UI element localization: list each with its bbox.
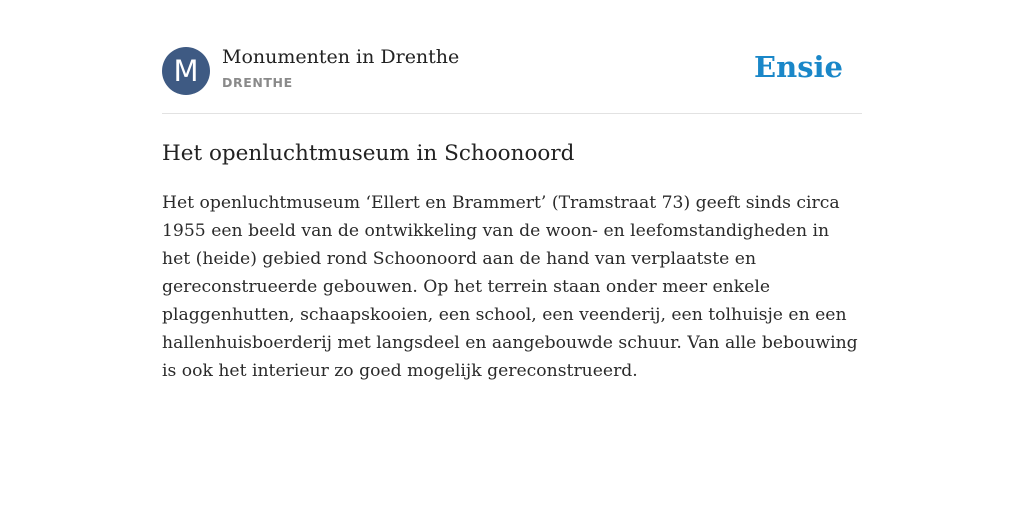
article-title: Het openluchtmuseum in Schoonoord xyxy=(162,141,575,166)
author-avatar[interactable]: M xyxy=(162,47,210,95)
article-card xyxy=(162,46,862,385)
ensie-logo[interactable]: Ensie xyxy=(754,50,843,84)
region-label[interactable]: DRENTHE xyxy=(222,75,293,90)
article-body: Het openluchtmuseum ‘Ellert en Brammert’ (Tramstraat 73) geeft sinds circa 1955 een beeld van de ontwikkeling van de woon- en leefomstandigheden in het (heide) gebied rond Schoonoord aan de hand van verplaatste en gereconstrueerde gebouwen. Op het terrein staan onder meer enkele plaggenhutten, schaapskooien, een school, een veenderij, een tolhuisje en een hallenhuisboerderij met langsdeel en aangebouwde schuur. Van alle bebouwing is ook het interieur zo goed mogelijk gereconstrueerd. xyxy=(162,193,858,381)
author-name[interactable]: Monumenten in Drenthe xyxy=(222,46,460,68)
article-header xyxy=(162,46,862,114)
